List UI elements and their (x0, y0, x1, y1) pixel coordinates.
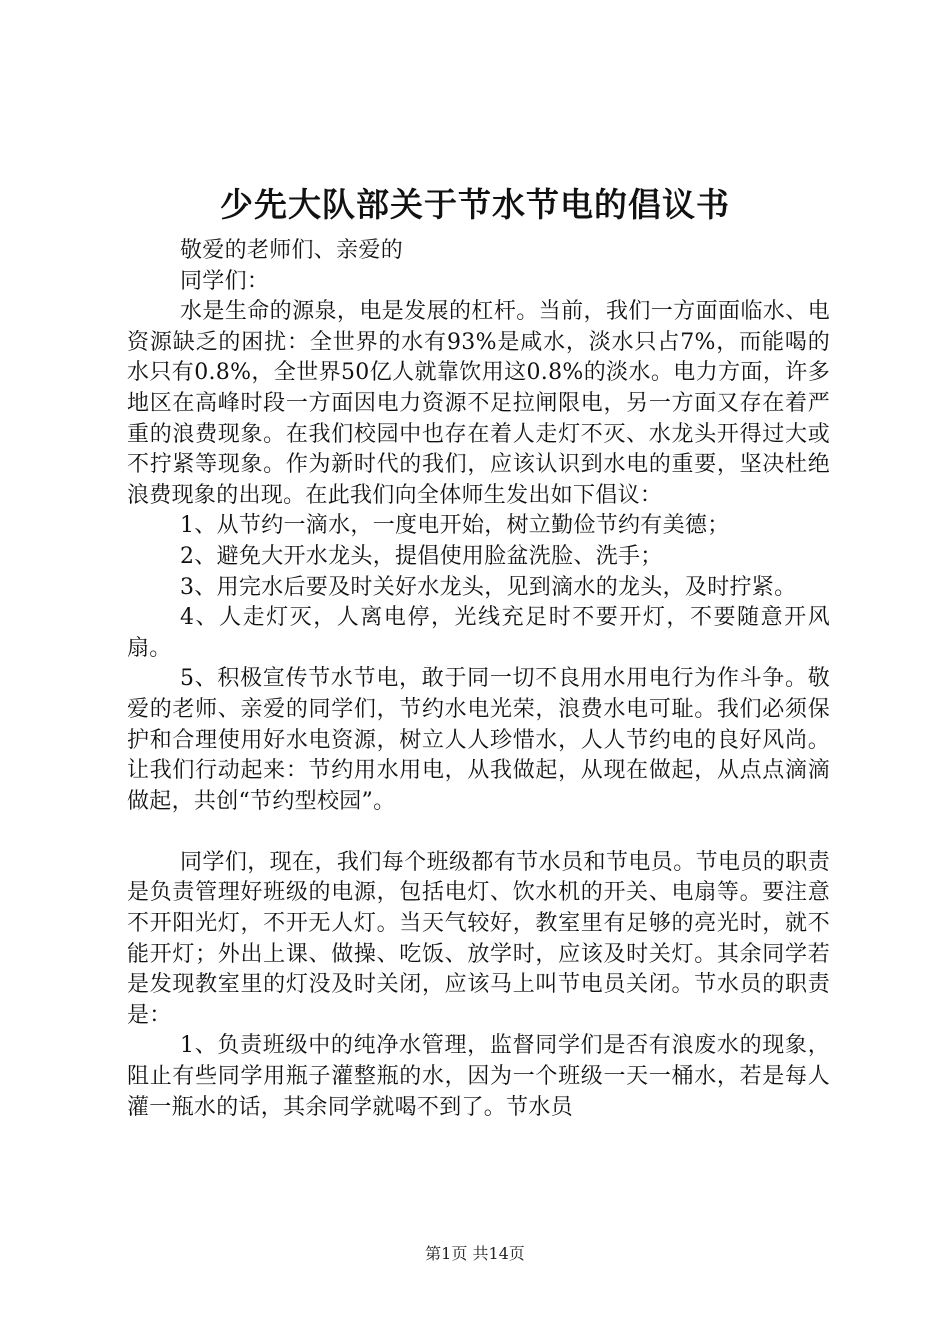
document-title: 少先大队部关于节水节电的倡议书 (220, 185, 730, 224)
duty-item-1: 1、负责班级中的纯净水管理，监督同学们是否有浪废水的现象，阻止有些同学用瓶子灌整瓶的水，因为一个班级一天一桶水，若是每人灌一瓶水的话，其余同学就喝不到了。节水员 (127, 1033, 830, 1120)
document-body (127, 236, 830, 1123)
paragraph-intro: 水是生命的源泉，电是发展的杠杆。当前，我们一方面面临水、电资源缺乏的困扰：全世界的水有93%是咸水，淡水只占7%，而能喝的水只有0.8%，全世界50亿人就靠饮用这0.8%的淡水。电力方面，许多地区在高峰时段一方面因电力资源不足拉闸限电，另一方面又存在着严重的浪费现象。在我们校园中也存在着人走灯不灭、水龙头开得过大或不拧紧等现象。作为新时代的我们，应该认识到水电的重要，坚决杜绝浪费现象的出现。在此我们向全体师生发出如下倡议： (127, 299, 830, 508)
paragraph-spacer (127, 817, 830, 848)
proposal-item-5: 5、积极宣传节水节电，敢于同一切不良用水用电行为作斗争。敬爱的老师、亲爱的同学们，节约水电光荣，浪费水电可耻。我们必须保护和合理使用好水电资源，树立人人珍惜水，人人节约电的良好风尚。让我们行动起来：节约用水用电，从我做起，从现在做起，从点点滴滴做起，共创“节约型校园”。 (127, 666, 830, 814)
salutation-line-2: 同学们： (180, 268, 270, 294)
proposal-item-4: 4、人走灯灭，人离电停，光线充足时不要开灯，不要随意开风扇。 (127, 605, 830, 661)
proposal-item-2: 2、避免大开水龙头，提倡使用脸盆洗脸、洗手； (180, 543, 663, 569)
page-footer: 第1页 共14页 (425, 1244, 525, 1263)
proposal-item-1: 1、从节约一滴水，一度电开始，树立勤俭节约有美德； (180, 513, 730, 539)
paragraph-duties: 同学们，现在，我们每个班级都有节水员和节电员。节电员的职责是负责管理好班级的电源，包括电灯、饮水机的开关、电扇等。要注意不开阳光灯，不开无人灯。当天气较好，教室里有足够的亮光时，就不能开灯；外出上课、做操、吃饭、放学时，应该及时关灯。其余同学若是发现教室里的灯没及时关闭，应该马上叫节电员关闭。节水员的职责是： (127, 849, 830, 1028)
salutation-line-1: 敬爱的老师们、亲爱的 (180, 238, 404, 263)
proposal-item-3: 3、用完水后要及时关好水龙头，见到滴水的龙头，及时拧紧。 (180, 574, 797, 600)
